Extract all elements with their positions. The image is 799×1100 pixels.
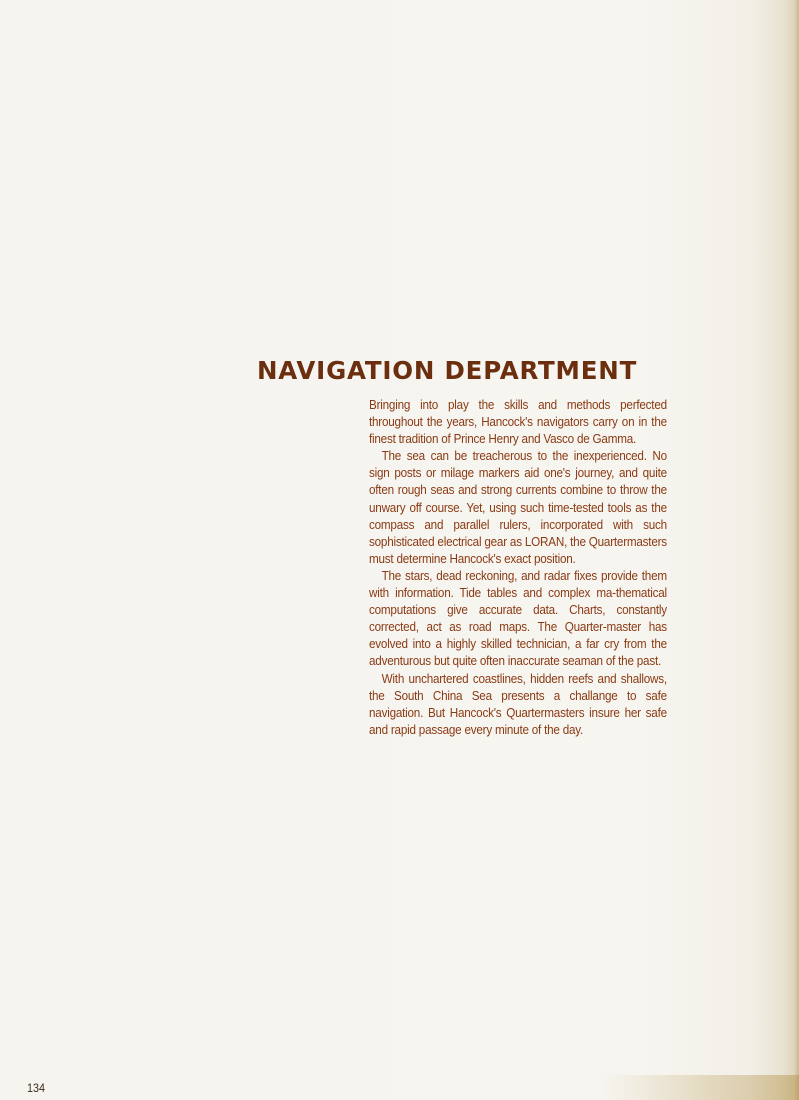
- paragraph-intro: Bringing into play the skills and methods perfected throughout the years, Hancock's navigators carry on in the finest tradition of Prince Henry and Vasco de Gamma.: [369, 397, 667, 447]
- paragraph-south-china-sea: With unchartered coastlines, hidden reefs and shallows, the South China Sea presents a challange to safe navigation. But Hancock's Quartermasters insure her safe and rapid passage every minute of the day.: [369, 670, 667, 737]
- page-corner-shadow: [600, 1075, 799, 1100]
- page-number: 134: [27, 1081, 46, 1095]
- paragraph-stars: The stars, dead reckoning, and radar fixes provide them with information. Tide tables and complex ma-thematical computations give accurate data. Charts, constantly corrected, act as road maps. The Quarter-master has evolved into a highly skilled technician, a far cry from the adventurous but quite often inaccurate seaman of the past.: [369, 567, 667, 669]
- page-title: NAVIGATION DEPARTMENT: [257, 356, 638, 385]
- paragraph-sea: The sea can be treacherous to the inexperienced. No sign posts or milage markers aid one's journey, and quite often rough seas and strong currents combine to throw the unwary off course. Yet, using such time-tested tools as the compass and parallel rulers, incorporated with such sophisticated electrical gear as LORAN, the Quartermasters must determine Hancock's exact position.: [369, 448, 667, 566]
- page-binding-edge: [793, 0, 799, 1100]
- article-body: [369, 396, 667, 738]
